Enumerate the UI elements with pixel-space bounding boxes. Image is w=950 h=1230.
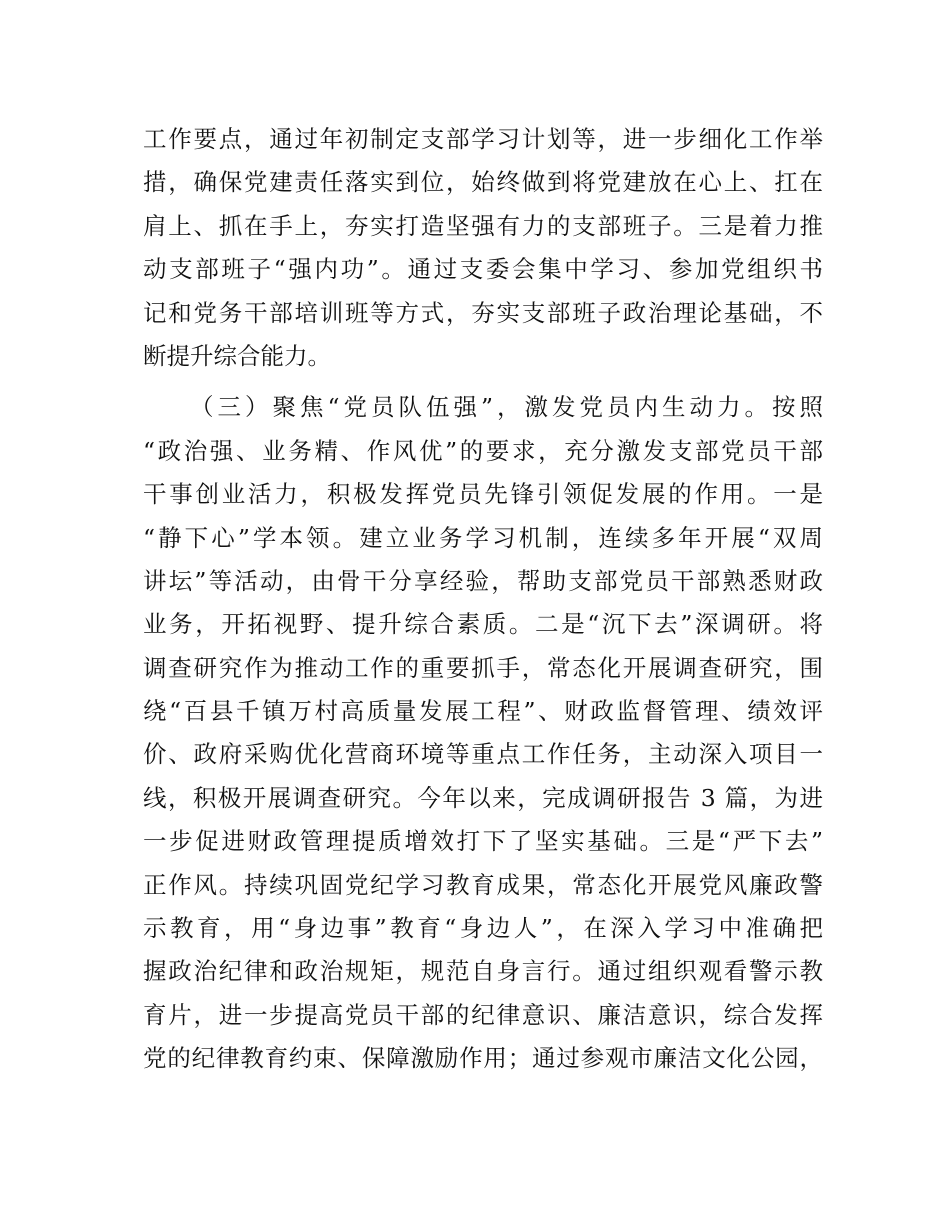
text-line: 绕“百县千镇万村高质量发展工程”、财政监督管理、绩效评 (143, 697, 823, 726)
text-line: 价、政府采购优化营商环境等重点工作任务，主动深入项目一 (143, 740, 823, 769)
text-line: 讲坛”等活动，由骨干分享经验，帮助支部党员干部熟悉财政 (143, 566, 823, 595)
text-line: 业务，开拓视野、提升综合素质。二是“沉下去”深调研。将 (143, 610, 823, 639)
text-line: 正作风。持续巩固党纪学习教育成果，常态化开展党风廉政警 (143, 870, 823, 899)
paragraph-three (143, 386, 823, 1080)
text-line: 肩上、抓在手上，夯实打造坚强有力的支部班子。三是着力推 (143, 211, 823, 240)
text-line: 断提升综合能力。 (143, 341, 331, 370)
text-line: 一步促进财政管理提质增效打下了坚实基础。三是“严下去” (143, 827, 823, 856)
text-line: 线，积极开展调查研究。今年以来，完成调研报告 3 篇，为进 (143, 783, 823, 812)
text-line: 干事创业活力，积极发挥党员先锋引领促发展的作用。一是 (143, 480, 823, 509)
text-line: 调查研究作为推动工作的重要抓手，常态化开展调查研究，围 (143, 653, 823, 682)
section-heading-line: （三）聚焦“党员队伍强”，激发党员内生动力。按照 (190, 393, 823, 422)
text-line: 育片，进一步提高党员干部的纪律意识、廉洁意识，综合发挥 (143, 1000, 823, 1029)
text-line: “静下心”学本领。建立业务学习机制，连续多年开展“双周 (143, 523, 823, 552)
text-line: 握政治纪律和政治规矩，规范自身言行。通过组织观看警示教 (143, 957, 823, 986)
document-body (143, 118, 823, 1081)
paragraph-spacer (143, 378, 823, 386)
paragraph-continued (143, 118, 823, 378)
text-line: 记和党务干部培训班等方式，夯实支部班子政治理论基础，不 (143, 298, 823, 327)
text-line: 措，确保党建责任落实到位，始终做到将党建放在心上、扛在 (143, 168, 823, 197)
text-line: 党的纪律教育约束、保障激励作用；通过参观市廉洁文化公园， (143, 1044, 823, 1073)
text-line: 工作要点，通过年初制定支部学习计划等，进一步细化工作举 (143, 125, 823, 153)
text-line: “政治强、业务精、作风优”的要求，充分激发支部党员干部 (143, 436, 823, 465)
text-line: 示教育，用“身边事”教育“身边人”，在深入学习中准确把 (143, 914, 823, 943)
text-line: 动支部班子“强内功”。通过支委会集中学习、参加党组织书 (143, 255, 823, 284)
